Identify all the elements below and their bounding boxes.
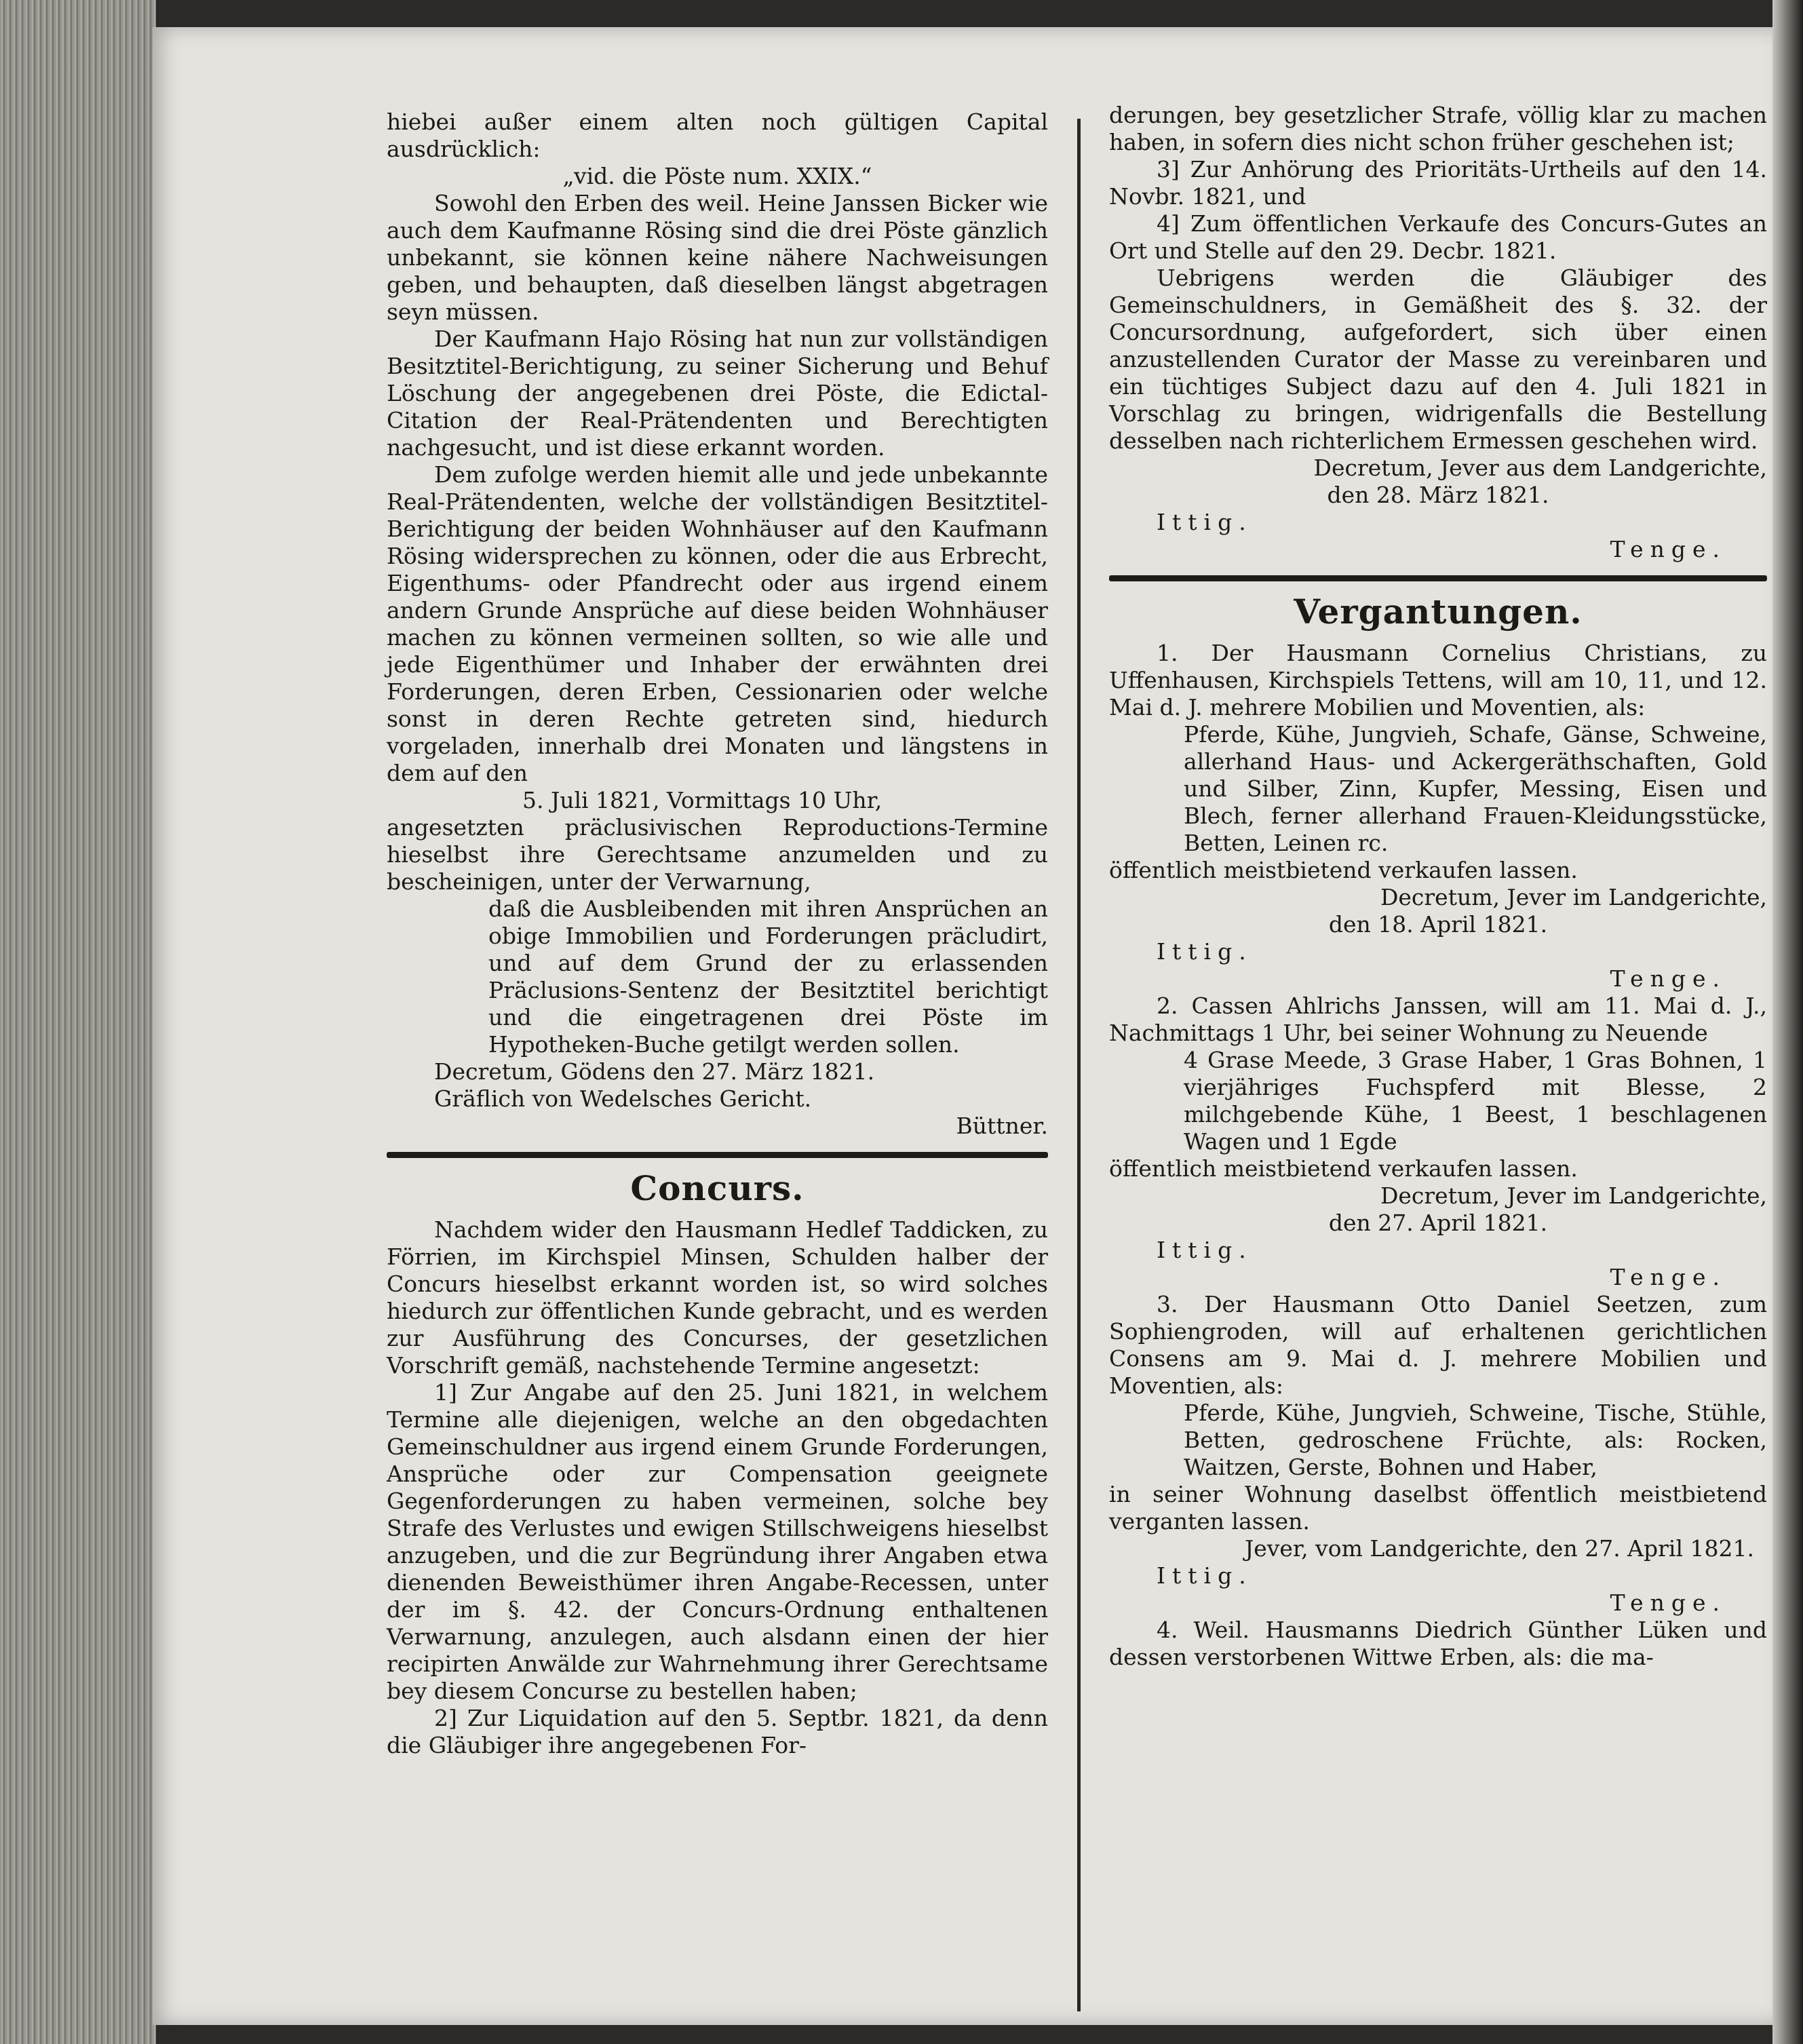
section-rule — [1109, 575, 1767, 581]
court-name: Gräflich von Wedelsches Gericht. — [434, 1085, 812, 1112]
paragraph: hiebei außer einem alten noch gültigen Capital ausdrücklich: — [387, 109, 1048, 162]
signature-tenge: Tenge. — [1610, 965, 1726, 992]
section-heading-concurs: Concurs. — [630, 1168, 804, 1208]
signature-ittig: Ittig. — [1157, 938, 1253, 965]
auction-item-list: 4 Grase Meede, 3 Grase Haber, 1 Gras Bohnen, 1 vierjähriges Fuchspferd mit Blesse, 2 milchgebende Kühe, 1 Beest, 1 beschlagenen Wagen und 1 Egde — [1184, 1047, 1767, 1155]
decree-line: Decretum, Jever aus dem Landgerichte, — [1313, 455, 1767, 481]
auction-item-2: 2. Cassen Ahlrichs Janssen, will am 11. Mai d. J., Nachmittags 1 Uhr, bei seiner Wohnung zu Neuende — [1109, 992, 1767, 1046]
signature-ittig: Ittig. — [1157, 1562, 1253, 1589]
decree-line: Decretum, Gödens den 27. März 1821. — [434, 1058, 875, 1085]
paragraph: öffentlich meistbietend verkaufen lassen. — [1109, 857, 1578, 883]
signature-ittig: Ittig. — [1157, 1237, 1253, 1263]
citation-line: „vid. die Pöste num. XXIX.“ — [562, 163, 872, 189]
paragraph: in seiner Wohnung daselbst öffentlich meistbietend verganten lassen. — [1109, 1481, 1767, 1535]
deadline-date: 5. Juli 1821, Vormittags 10 Uhr, — [522, 787, 883, 813]
column-divider — [1077, 119, 1081, 2011]
paragraph: angesetzten präclusivischen Reproductions-Termine hieselbst ihre Gerechtsame anzumelden und zu bescheinigen, unter der Verwarnung, — [387, 814, 1048, 895]
warning-text: daß die Ausbleibenden mit ihren Ansprüchen an obige Immobilien und Forderungen präcludirt, und auf dem Grund der zu erlassenden Präclusions-Sentenz der Besitztitel berichtigt und die eingetragenen drei Pöste im Hypotheken-Buche getilgt werden sollen. — [488, 895, 1048, 1058]
auction-item-3: 3. Der Hausmann Otto Daniel Seetzen, zum Sophiengroden, will auf erhaltenen gerichtlichen Consens am 9. Mai d. J. mehrere Mobilien und Moventien, als: — [1109, 1291, 1767, 1399]
right-column — [1109, 102, 1767, 1671]
paragraph: 3] Zur Anhörung des Prioritäts-Urtheils auf den 14. Novbr. 1821, und — [1109, 156, 1767, 210]
paragraph: Uebrigens werden die Gläubiger des Gemeinschuldners, in Gemäßheit des §. 32. der Concursordnung, aufgefordert, sich über einen anzustellenden Curator der Masse zu vereinbaren und ein tüchtiges Subject dazu auf den 4. Juli 1821 in Vorschlag zu bringen, widrigenfalls die Bestellung desselben nach richterlichem Ermessen geschehen wird. — [1109, 265, 1767, 454]
auction-item-list: Pferde, Kühe, Jungvieh, Schweine, Tische, Stühle, Betten, gedroschene Früchte, als: Rocken, Waitzen, Gerste, Bohnen und Haber, — [1184, 1400, 1767, 1480]
signature-tenge: Tenge. — [1610, 1589, 1726, 1616]
auction-item-4: 4. Weil. Hausmanns Diedrich Günther Lüken und dessen verstorbenen Wittwe Erben, als: die ma- — [1109, 1617, 1767, 1670]
paragraph: öffentlich meistbietend verkaufen lassen. — [1109, 1155, 1578, 1182]
decree-line: Decretum, Jever im Landgerichte, — [1380, 884, 1767, 910]
decree-date: den 28. März 1821. — [1327, 482, 1549, 508]
signature: Büttner. — [956, 1113, 1048, 1139]
section-heading-vergantungen: Vergantungen. — [1294, 592, 1583, 632]
decree-line: Decretum, Jever im Landgerichte, — [1380, 1182, 1767, 1209]
paragraph: Der Kaufmann Hajo Rösing hat nun zur vollständigen Besitztitel-Berichtigung, zu seiner Sicherung und Behuf Löschung der angegebenen drei Pöste, die Edictal-Citation der Real-Prätendenten und Berechtigten nachgesucht, und ist diese erkannt worden. — [387, 326, 1048, 461]
decree-date: den 18. April 1821. — [1328, 911, 1548, 938]
paragraph: Sowohl den Erben des weil. Heine Janssen Bicker wie auch dem Kaufmanne Rösing sind die drei Pöste gänzlich unbekannt, sie können keine nähere Nachweisungen geben, und behaupten, daß dieselben längst abgetragen seyn müssen. — [387, 190, 1048, 325]
auction-item-list: Pferde, Kühe, Jungvieh, Schafe, Gänse, Schweine, allerhand Haus- und Ackergeräthschaften, Gold und Silber, Zinn, Kupfer, Messing, Eisen und Blech, ferner allerhand Frauen-Kleidungsstücke, Betten, Leinen rc. — [1184, 721, 1767, 856]
left-column — [387, 109, 1048, 1759]
signature-tenge: Tenge. — [1610, 1264, 1726, 1290]
signature-tenge: Tenge. — [1610, 536, 1726, 562]
auction-item-1: 1. Der Hausmann Cornelius Christians, zu Uffenhausen, Kirchspiels Tettens, will am 10, 11, und 12. Mai d. J. mehrere Mobilien und Moventien, als: — [1109, 640, 1767, 720]
paragraph: Dem zufolge werden hiemit alle und jede unbekannte Real-Prätendenten, welche der vollständigen Besitztitel-Berichtigung der beiden Wohnhäuser auf den Kaufmann Rösing widersprechen zu können, oder die aus Erbrecht, Eigenthums- oder Pfandrecht oder aus irgend einem andern Grunde Ansprüche auf diese beiden Wohnhäuser machen zu können vermeinen sollten, so wie alle und jede Eigenthümer und Inhaber der erwähnten drei Forderungen, deren Erben, Cessionarien oder welche sonst in deren Rechte getreten sind, hiedurch vorgeladen, innerhalb drei Monaten und längstens in dem auf den — [387, 461, 1048, 786]
paragraph: 2] Zur Liquidation auf den 5. Septbr. 1821, da denn die Gläubiger ihre angegebenen For- — [387, 1705, 1048, 1758]
decree-line: Jever, vom Landgerichte, den 27. April 1821. — [1245, 1535, 1754, 1562]
paragraph: Nachdem wider den Hausmann Hedlef Taddicken, zu Förrien, im Kirchspiel Minsen, Schulden halber der Concurs hieselbst erkannt worden ist, so wird solches hiedurch zur öffentlichen Kunde gebracht, und es werden zur Ausführung des Concurses, der gesetzlichen Vorschrift gemäß, nachstehende Termine angesetzt: — [387, 1216, 1048, 1378]
paragraph: derungen, bey gesetzlicher Strafe, völlig klar zu machen haben, in sofern dies nicht schon früher geschehen ist; — [1109, 102, 1767, 155]
signature-ittig: Ittig. — [1157, 509, 1253, 535]
paragraph: 1] Zur Angabe auf den 25. Juni 1821, in welchem Termine alle diejenigen, welche an den obgedachten Gemeinschuldner aus irgend einem Grunde Forderungen, Ansprüche oder zur Compensation geeignete Gegenforderungen zu haben vermeinen, solche bey Strafe des Verlustes und ewigen Stillschweigens hieselbst anzugeben, und die zur Begründung ihrer Angaben etwa dienenden Beweisthümer ihren Angabe-Recessen, unter der im §. 42. der Concurs-Ordnung enthaltenen Verwarnung, anzulegen, auch alsdann einen der hier recipirten Anwälde zur Wahrnehmung ihrer Gerechtsame bey diesem Concurse zu bestellen haben; — [387, 1379, 1048, 1704]
right-gutter — [1772, 0, 1803, 2044]
book-page-edges — [0, 0, 156, 2044]
section-rule — [387, 1152, 1048, 1158]
paragraph: 4] Zum öffentlichen Verkaufe des Concurs-Gutes an Ort und Stelle auf den 29. Decbr. 1821. — [1109, 210, 1767, 264]
decree-date: den 27. April 1821. — [1328, 1210, 1548, 1236]
